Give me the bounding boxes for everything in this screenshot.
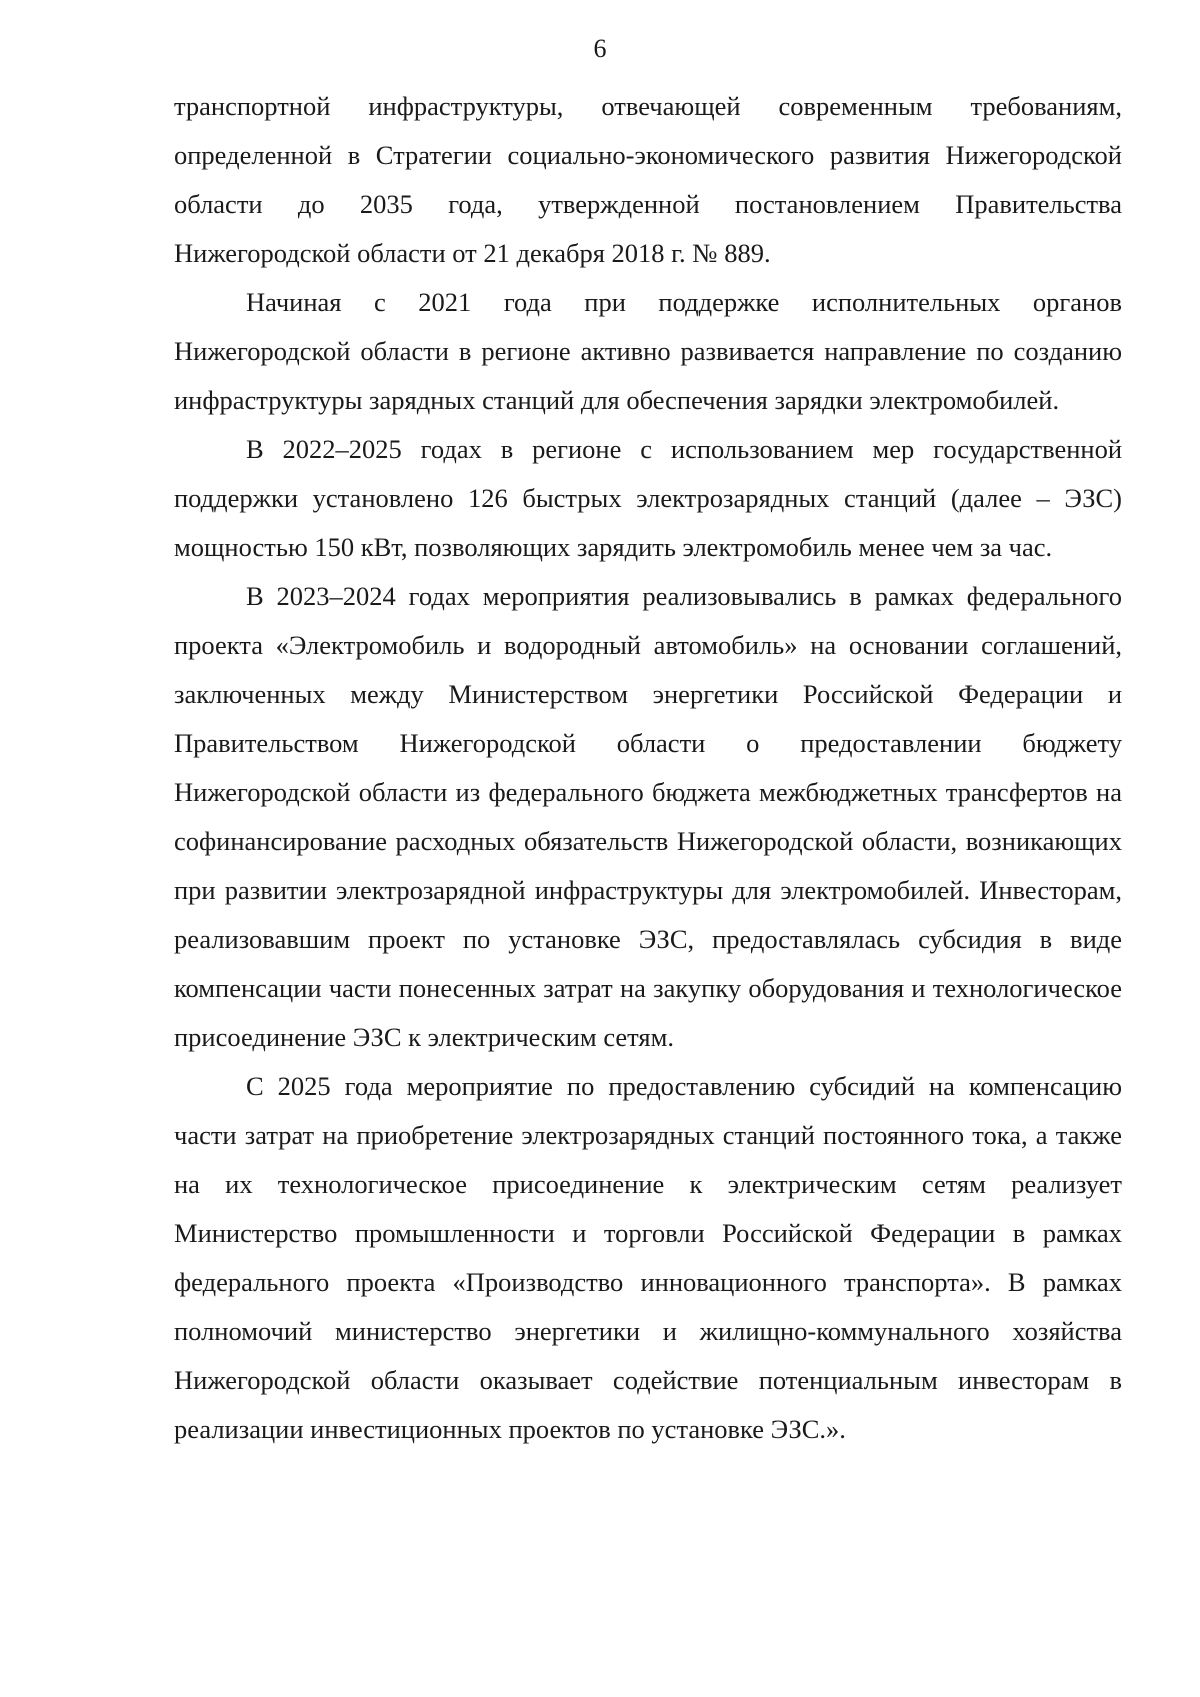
page-number: 6 [593, 34, 607, 63]
paragraph-continuation: транспортной инфраструктуры, отвечающей современным требованиям, определенной в Стратегии социально-экономического развития Нижегородской области до 2035 года, утвержденной постановлением Правительства Нижегородской области от 21 декабря 2018 г. № 889. [174, 91, 1122, 268]
paragraph-federal-project: В 2023–2024 годах мероприятия реализовывались в рамках федерального проекта «Электромобиль и водородный автомобиль» на основании соглашений, заключенных между Министерством энергетики Российской Федерации и Правительством Нижегородской области о предоставлении бюджету Нижегородской области из федерального бюджета межбюджетных трансфертов на софинансирование расходных обязательств Нижегородской области, возникающих при развитии электрозарядной инфраструктуры для электромобилей. Инвесторам, реализовавшим проект по установке ЭЗС, предоставлялась субсидия в виде компенсации части понесенных затрат на закупку оборудования и технологическое присоединение ЭЗС к электрическим сетям. [174, 581, 1122, 1052]
paragraph-charging-infrastructure: Начиная с 2021 года при поддержке исполнительных органов Нижегородской области в регионе активно развивается направление по созданию инфраструктуры зарядных станций для обеспечения зарядки электромобилей. [174, 287, 1122, 415]
paragraph-2025-subsidies: С 2025 года мероприятие по предоставлению субсидий на компенсацию части затрат на приобретение электрозарядных станций постоянного тока, а также на их технологическое присоединение к электрическим сетям реализует Министерство промышленности и торговли Российской Федерации в рамках федерального проекта «Производство инновационного транспорта». В рамках полномочий министерство энергетики и жилищно-коммунального хозяйства Нижегородской области оказывает содействие потенциальным инвесторам в реализации инвестиционных проектов по установке ЭЗС.». [174, 1071, 1122, 1444]
document-body [174, 82, 1122, 1454]
paragraph-stations-installed: В 2022–2025 годах в регионе с использованием мер государственной поддержки установлено 126 быстрых электрозарядных станций (далее – ЭЗС) мощностью 150 кВт, позволяющих зарядить электромобиль менее чем за час. [174, 434, 1122, 562]
